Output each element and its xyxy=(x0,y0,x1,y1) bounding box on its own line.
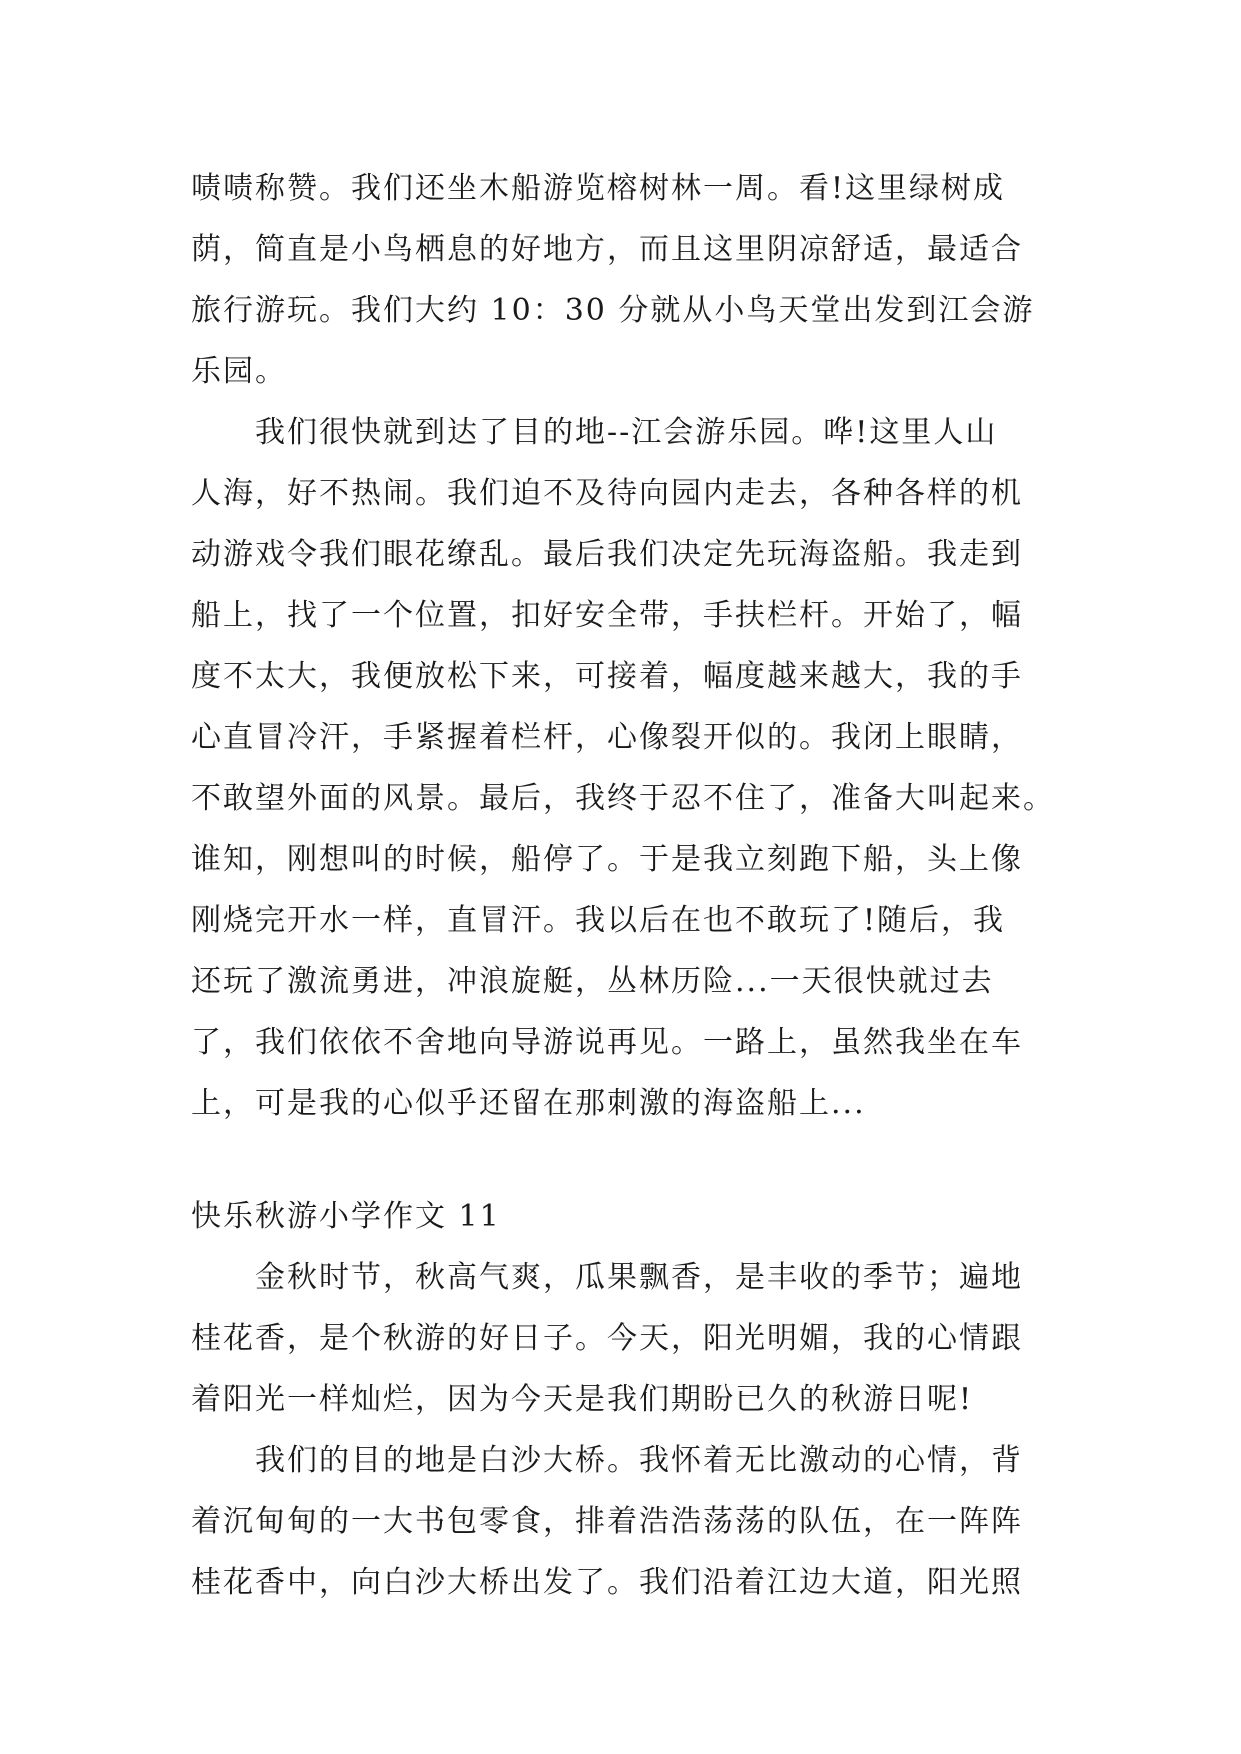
text-line: 动游戏令我们眼花缭乱。最后我们决定先玩海盗船。我走到 xyxy=(191,537,1023,572)
text-line: 船上，找了一个位置，扣好安全带，手扶栏杆。开始了，幅 xyxy=(191,598,1023,633)
text-line: 乐园。 xyxy=(191,354,287,389)
text-line: 心直冒冷汗，手紧握着栏杆，心像裂开似的。我闭上眼睛， xyxy=(191,720,1023,755)
text-line: 着沉甸甸的一大书包零食，排着浩浩荡荡的队伍，在一阵阵 xyxy=(191,1504,1023,1539)
text-line: 金秋时节，秋高气爽，瓜果飘香，是丰收的季节；遍地 xyxy=(255,1260,1023,1295)
document-body xyxy=(191,158,1061,1613)
text-line: 刚烧完开水一样，直冒汗。我以后在也不敢玩了!随后，我 xyxy=(191,903,1006,938)
text-line: 我们的目的地是白沙大桥。我怀着无比激动的心情，背 xyxy=(255,1443,1023,1478)
text-line: 度不太大，我便放松下来，可接着，幅度越来越大，我的手 xyxy=(191,659,1023,694)
text-line: 桂花香中，向白沙大桥出发了。我们沿着江边大道，阳光照 xyxy=(191,1565,1023,1600)
text-line: 了，我们依依不舍地向导游说再见。一路上，虽然我坐在车 xyxy=(191,1025,1023,1060)
paragraph-2 xyxy=(191,402,1061,1134)
text-line: 旅行游玩。我们大约 10：30 分就从小鸟天堂出发到江会游 xyxy=(191,293,1035,328)
paragraph-1 xyxy=(191,158,1061,402)
text-line: 还玩了激流勇进，冲浪旋艇，丛林历险...一天很快就过去 xyxy=(191,964,994,999)
text-line: 桂花香，是个秋游的好日子。今天，阳光明媚，我的心情跟 xyxy=(191,1321,1023,1356)
section-spacer xyxy=(191,1134,1061,1186)
text-line: 我们很快就到达了目的地--江会游乐园。哗!这里人山 xyxy=(255,415,998,450)
text-line: 谁知，刚想叫的时候，船停了。于是我立刻跑下船，头上像 xyxy=(191,842,1023,877)
text-line: 上，可是我的心似乎还留在那刺激的海盗船上... xyxy=(191,1086,866,1121)
section-title: 快乐秋游小学作文 11 xyxy=(191,1199,501,1234)
text-line: 啧啧称赞。我们还坐木船游览榕树林一周。看!这里绿树成 xyxy=(191,171,1006,206)
text-line: 不敢望外面的风景。最后，我终于忍不住了，准备大叫起来。 xyxy=(191,781,1055,816)
text-line: 着阳光一样灿烂，因为今天是我们期盼已久的秋游日呢! xyxy=(191,1382,974,1417)
paragraph-4 xyxy=(191,1430,1061,1613)
text-line: 荫，简直是小鸟栖息的好地方，而且这里阴凉舒适，最适合 xyxy=(191,232,1023,267)
text-line: 人海，好不热闹。我们迫不及待向园内走去，各种各样的机 xyxy=(191,476,1023,511)
paragraph-3 xyxy=(191,1247,1061,1430)
